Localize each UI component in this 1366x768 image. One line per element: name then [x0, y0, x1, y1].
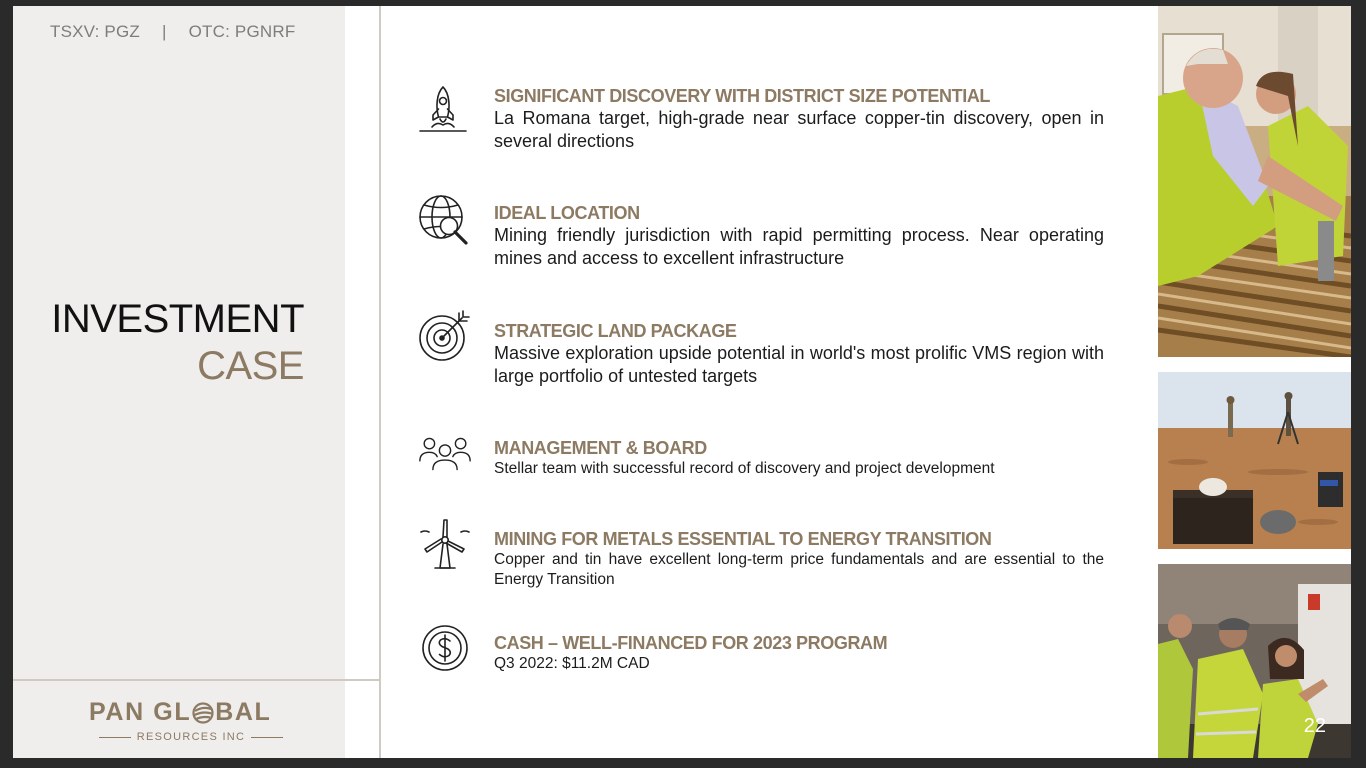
slide — [13, 6, 1351, 758]
rocket-icon — [417, 84, 469, 136]
item-heading: MINING FOR METALS ESSENTIAL TO ENERGY TRANSITION — [494, 529, 992, 549]
item-description: La Romana target, high-grade near surface copper-tin discovery, open in several directions — [494, 108, 1104, 151]
title-line-case: CASE — [197, 344, 304, 388]
item-heading: SIGNIFICANT DISCOVERY WITH DISTRICT SIZE POTENTIAL — [494, 86, 991, 106]
item-cash — [494, 632, 1104, 674]
tsxv-ticker: TSXV: PGZ — [50, 22, 140, 41]
item-heading: STRATEGIC LAND PACKAGE — [494, 321, 737, 341]
globe-logo-icon — [192, 702, 214, 724]
logo-word-right: BAL — [215, 698, 272, 726]
item-location — [494, 202, 1104, 270]
globe-search-icon — [418, 194, 470, 246]
item-heading: IDEAL LOCATION — [494, 203, 640, 223]
item-description: Copper and tin have excellent long-term price fundamentals and are essential to the Energy Transition — [494, 551, 1104, 588]
team-icon — [419, 428, 471, 480]
item-heading: CASH – WELL-FINANCED FOR 2023 PROGRAM — [494, 633, 888, 653]
item-heading: MANAGEMENT & BOARD — [494, 438, 707, 458]
dollar-coin-icon — [421, 623, 473, 675]
logo-subtitle: RESOURCES INC — [136, 731, 246, 743]
item-discovery — [494, 85, 1104, 153]
page-title — [51, 296, 304, 390]
target-icon — [418, 310, 470, 362]
field-site-photo — [1158, 372, 1351, 549]
company-logo — [89, 698, 289, 743]
item-description: Massive exploration upside potential in world's most prolific VMS region with large portfolio of untested targets — [494, 343, 1104, 386]
item-description: Q3 2022: $11.2M CAD — [494, 655, 650, 672]
item-management — [494, 437, 1104, 479]
core-inspection-photo — [1158, 6, 1351, 357]
page-number: 22 — [1303, 715, 1326, 737]
item-land-package — [494, 320, 1104, 388]
item-metals — [494, 528, 1104, 590]
item-description: Stellar team with successful record of discovery and project development — [494, 460, 995, 477]
item-description: Mining friendly jurisdiction with rapid permitting process. Near operating mines and access to excellent infrastructure — [494, 225, 1104, 268]
ticker-bar — [50, 22, 295, 42]
ticker-separator: | — [161, 22, 167, 41]
logo-word-left: PAN GL — [89, 698, 192, 726]
horizontal-divider — [13, 679, 381, 681]
vertical-divider — [379, 6, 381, 758]
wind-turbine-icon — [419, 518, 471, 570]
otc-ticker: OTC: PGNRF — [188, 22, 296, 41]
title-line-investment: INVESTMENT — [51, 297, 304, 341]
